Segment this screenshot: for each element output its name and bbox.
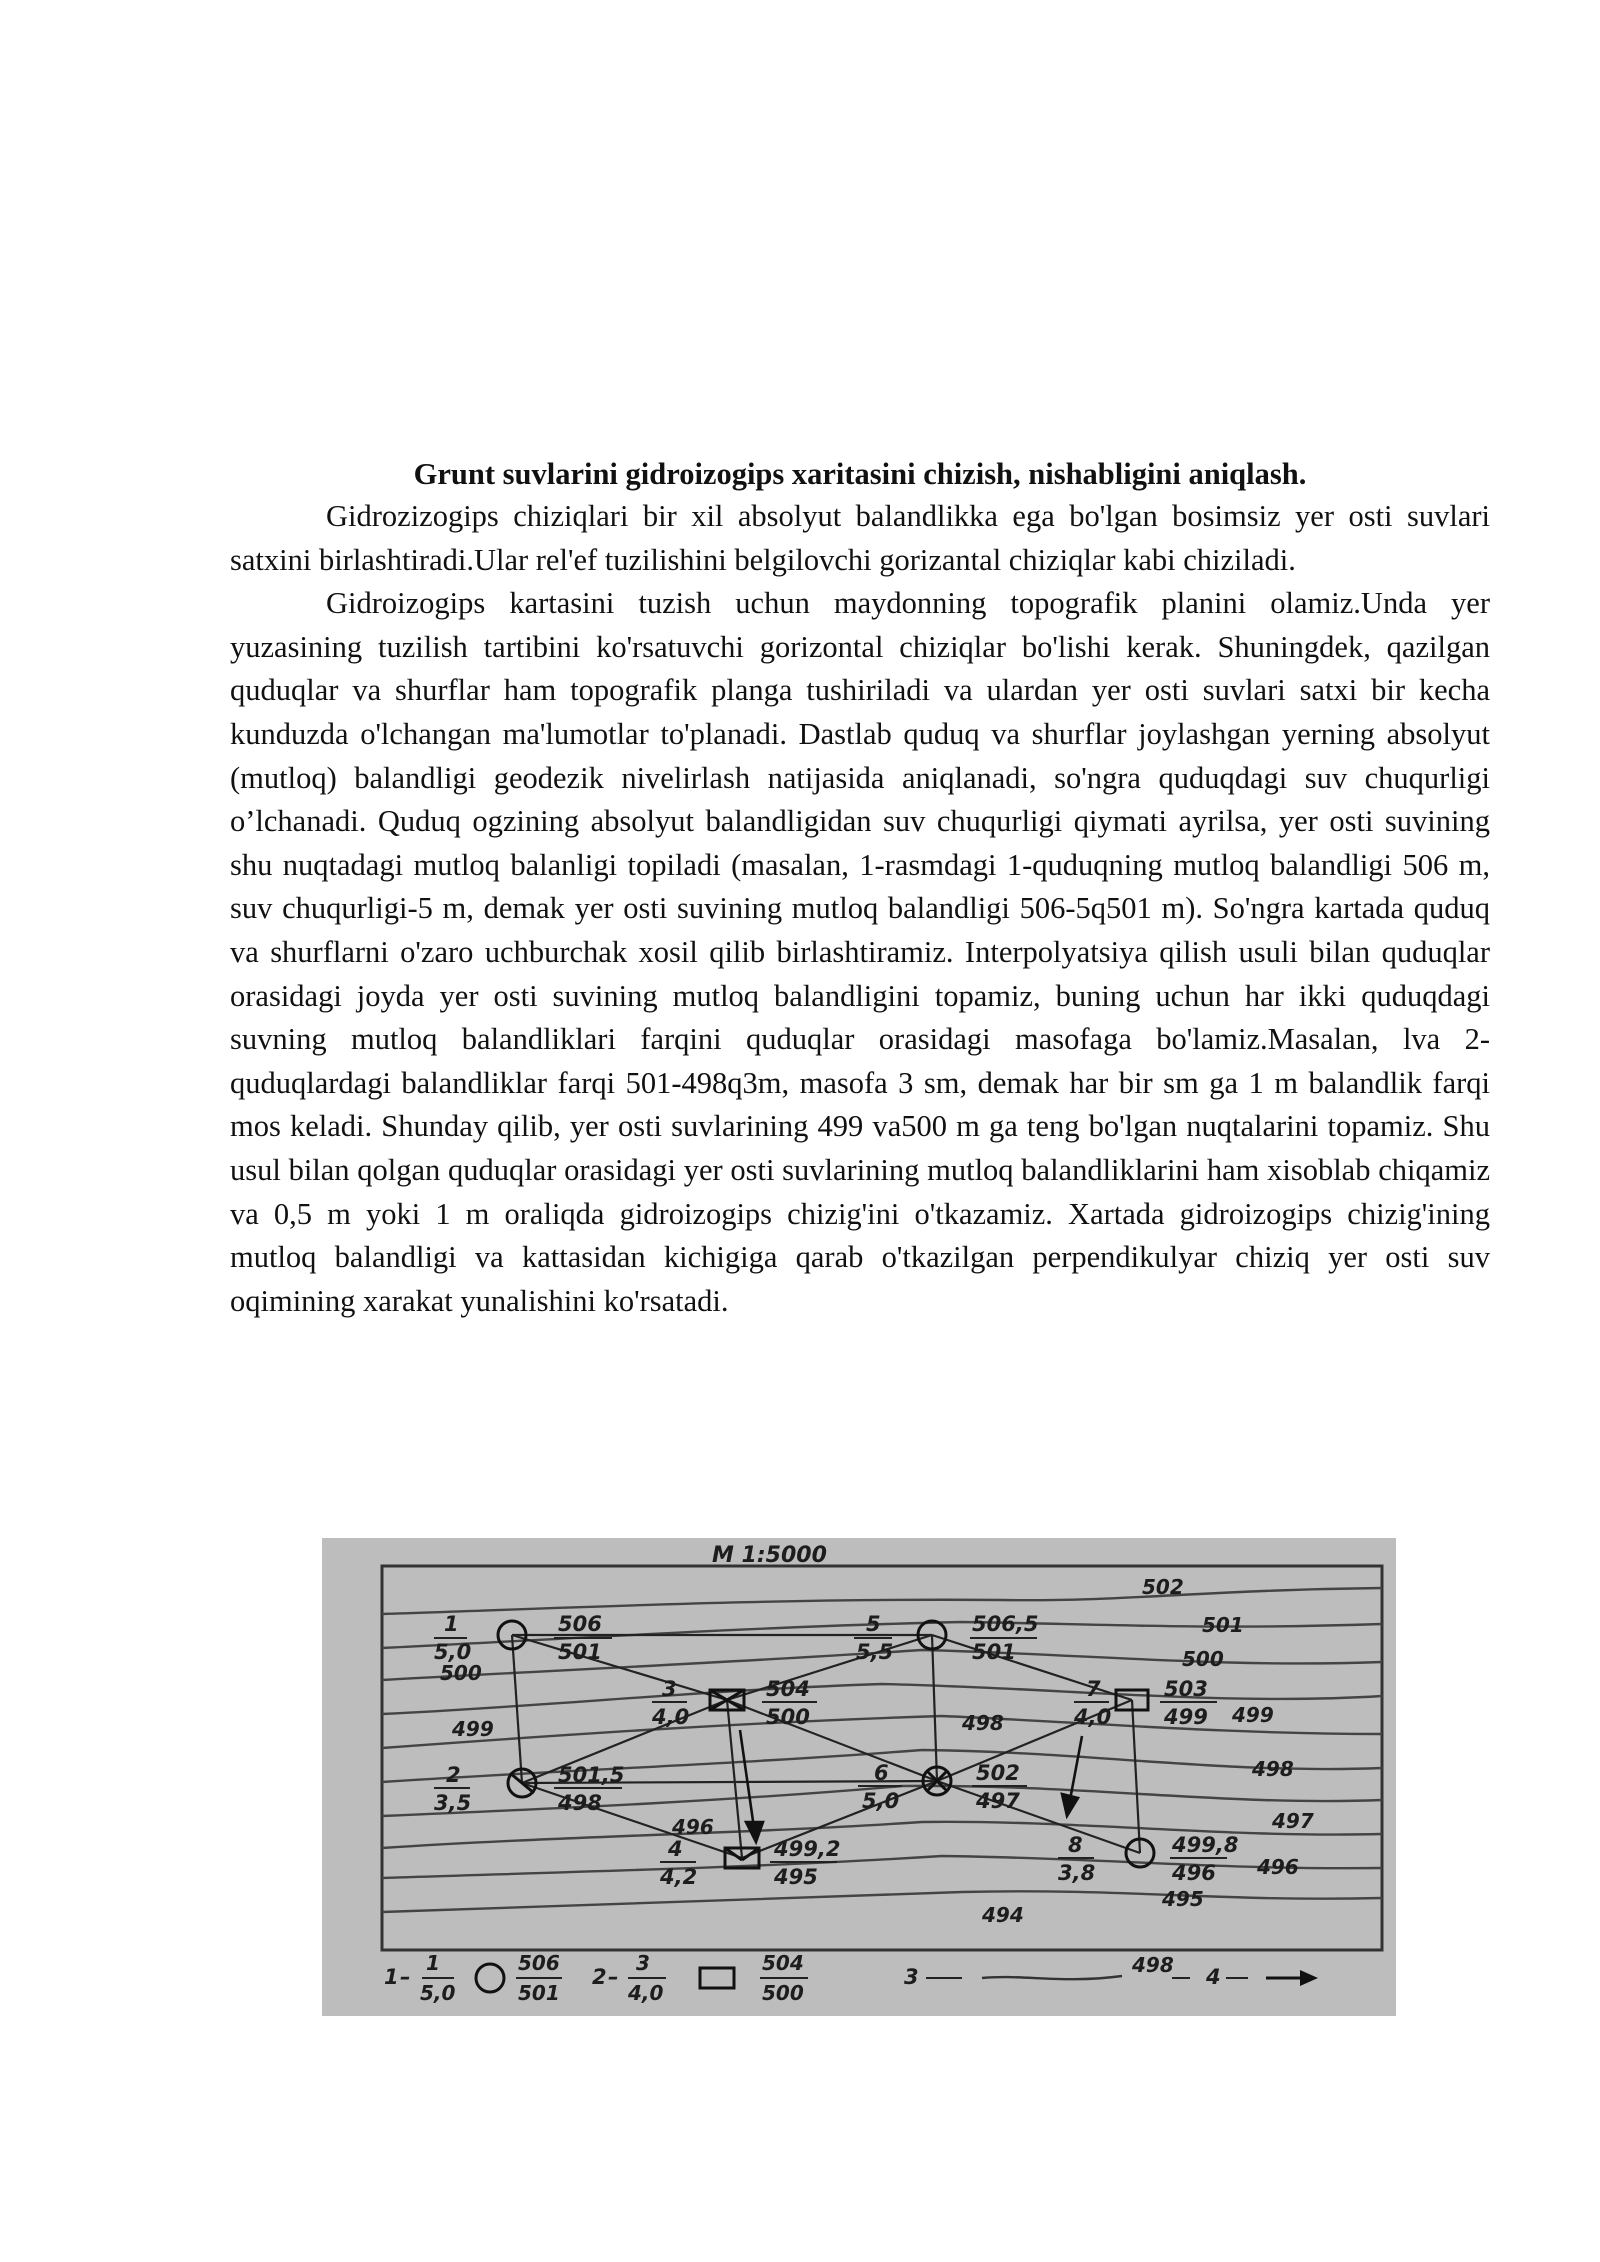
legend-1-val-top: 506 bbox=[518, 1951, 560, 1975]
well-3-depth: 4,0 bbox=[652, 1705, 690, 1729]
well-5-depth: 5,5 bbox=[856, 1640, 894, 1664]
well-labels bbox=[434, 1612, 1238, 1889]
well-3-water: 500 bbox=[766, 1705, 810, 1729]
well-7-surface: 503 bbox=[1164, 1677, 1208, 1701]
legend-2-number: 2 bbox=[592, 1965, 607, 1989]
well-7-depth: 4,0 bbox=[1074, 1705, 1112, 1729]
contour-label: 501 bbox=[1202, 1613, 1244, 1637]
legend-2-val-top: 504 bbox=[762, 1951, 804, 1975]
contour-label: 494 bbox=[982, 1903, 1024, 1927]
legend-2-val-bottom: 500 bbox=[762, 1981, 804, 2005]
well-8-number: 8 bbox=[1068, 1833, 1083, 1857]
well-1-water: 501 bbox=[558, 1640, 602, 1664]
legend-1-frac-top: 1 bbox=[426, 1951, 440, 1975]
legend-2-frac-top: 3 bbox=[636, 1951, 650, 1975]
well-6-surface: 502 bbox=[976, 1761, 1020, 1785]
legend-dash: – bbox=[400, 1965, 411, 1989]
paragraph-2: Gidroizogips kartasini tuzish uchun maydonning topografik planini olamiz.Unda yer yuzasining tuzilish tartibini ko'rsatuvchi gorizontal chiziqlar bo'lishi kerak. Shuningdek, qazilgan quduqlar va shurflar ham topografik planga tushiriladi va ulardan yer osti suvlari satxi bir kecha kunduzda o'lchangan ma'lumotlar to'planadi. Dastlab quduq va shurflar joylashgan yerning absolyut (mutloq) balandligi geodezik nivelirlash natijasida aniqlanadi, so'ngra quduqdagi suv chuqurligi o’lchanadi. Quduq ogzining absolyut balandligidan suv chuqurligi qiymati ayrilsa, yer osti suvining shu nuqtadagi mutloq balanligi topiladi (masalan, 1-rasmdagi 1-quduqning mutloq balandligi 506 m, suv chuqurligi-5 m, demak yer osti suvining mutloq balandligi 506-5q501 m). So'ngra kartada quduq va shurflarni o'zaro uchburchak xosil qilib birlashtiramiz. Interpolyatsiya qilish usuli bilan quduqlar orasidagi joyda yer osti suvining mutloq balandligini topamiz, buning uchun har ikki quduqdagi suvning mutloq balandliklari farqini quduqlar orasidagi masofaga bo'lamiz.Masalan, lva 2-quduqlardagi balandliklar farqi 501-498q3m, masofa 3 sm, demak har bir sm ga 1 m balandlik farqi mos keladi. Shunday qilib, yer osti suvlarining 499 va500 m ga teng bo'lgan nuqtalarini topamiz. Shu usul bilan qolgan quduqlar orasidagi yer osti suvlarining mutloq balandliklarini ham xisoblab chiqamiz va 0,5 m yoki 1 m oraliqda gidroizogips chizig'ini o'tkazamiz. Xartada gidroizogips chizig'ining mutloq balandligi va kattasidan kichigiga qarab o'tkazilgan perpendikulyar chiziq yer osti suv oqimining xarakat yunalishini ko'rsatadi. bbox=[230, 586, 1490, 1318]
legend-shurf-square bbox=[700, 1968, 734, 1988]
hydroisohypse-map-figure bbox=[322, 1538, 1396, 2016]
map-scale: M 1:5000 bbox=[712, 1543, 827, 1568]
contour-label: 495 bbox=[1162, 1887, 1204, 1911]
contour-label: 502 bbox=[1142, 1575, 1184, 1599]
contour-label: 496 bbox=[672, 1815, 714, 1839]
contour-label: 499 bbox=[1232, 1703, 1274, 1727]
document-body bbox=[230, 495, 1490, 1323]
hydroisohypse-map bbox=[322, 1538, 1396, 2016]
legend-2-frac-bottom: 4,0 bbox=[628, 1981, 664, 2005]
contour-label: 500 bbox=[1182, 1647, 1224, 1671]
legend-contour-line bbox=[982, 1976, 1122, 1979]
contour-label: 497 bbox=[1272, 1809, 1314, 1833]
well-4-depth: 4,2 bbox=[660, 1865, 698, 1889]
well-7-water: 499 bbox=[1164, 1705, 1208, 1729]
well-6-water: 497 bbox=[976, 1789, 1020, 1813]
well-7-number: 7 bbox=[1086, 1677, 1101, 1701]
well-5-number: 5 bbox=[866, 1612, 881, 1636]
well-8-surface: 499,8 bbox=[1172, 1833, 1239, 1857]
well-4-number: 4 bbox=[668, 1837, 683, 1861]
well-1-number: 1 bbox=[444, 1612, 459, 1636]
legend-1-frac-bottom: 5,0 bbox=[420, 1981, 456, 2005]
contour-label: 496 bbox=[1257, 1855, 1299, 1879]
contour-label: 498 bbox=[1252, 1757, 1294, 1781]
well-3-surface: 504 bbox=[766, 1677, 810, 1701]
well-8-water: 496 bbox=[1172, 1861, 1216, 1885]
legend-well-circle bbox=[476, 1964, 504, 1992]
well-4-surface: 499,2 bbox=[774, 1837, 841, 1861]
map-legend bbox=[384, 1951, 1318, 2005]
legend-1-number: 1 bbox=[384, 1965, 399, 1989]
well-2-water: 498 bbox=[558, 1791, 602, 1815]
well-6-number: 6 bbox=[874, 1761, 889, 1785]
legend-arrow-head bbox=[1300, 1970, 1318, 1986]
well-6-depth: 5,0 bbox=[862, 1789, 900, 1813]
paragraph-1: Gidrozizogips chiziqlari bir xil absolyut balandlikka ega bo'lgan bosimsiz yer osti suvlari satxini birlashtiradi.Ular rel'ef tuzilishini belgilovchi gorizantal chiziqlar kabi chiziladi. bbox=[230, 499, 1490, 577]
well-5-surface: 506,5 bbox=[972, 1612, 1039, 1636]
document-title: Grunt suvlarini gidroizogips xaritasini chizish, nishabligini aniqlash. bbox=[413, 457, 1307, 491]
well-8-depth: 3,8 bbox=[1058, 1861, 1096, 1885]
contour-label: 499 bbox=[452, 1717, 494, 1741]
well-1-surface: 506 bbox=[558, 1612, 602, 1636]
legend-3-number: 3 bbox=[904, 1965, 919, 1989]
well-2-depth: 3,5 bbox=[434, 1791, 472, 1815]
well-2-surface: 501,5 bbox=[558, 1763, 625, 1787]
legend-3-label: 498 bbox=[1132, 1953, 1174, 1977]
legend-dash: – bbox=[608, 1965, 619, 1989]
well-4-water: 495 bbox=[774, 1865, 818, 1889]
legend-4-number: 4 bbox=[1206, 1965, 1221, 1989]
contour-label: 500 bbox=[440, 1661, 482, 1685]
well-1-depth: 5,0 bbox=[434, 1640, 472, 1664]
well-2-number: 2 bbox=[446, 1763, 461, 1787]
contour-label: 498 bbox=[962, 1711, 1004, 1735]
well-3-number: 3 bbox=[662, 1677, 677, 1701]
well-5-water: 501 bbox=[972, 1640, 1016, 1664]
legend-1-val-bottom: 501 bbox=[518, 1981, 560, 2005]
